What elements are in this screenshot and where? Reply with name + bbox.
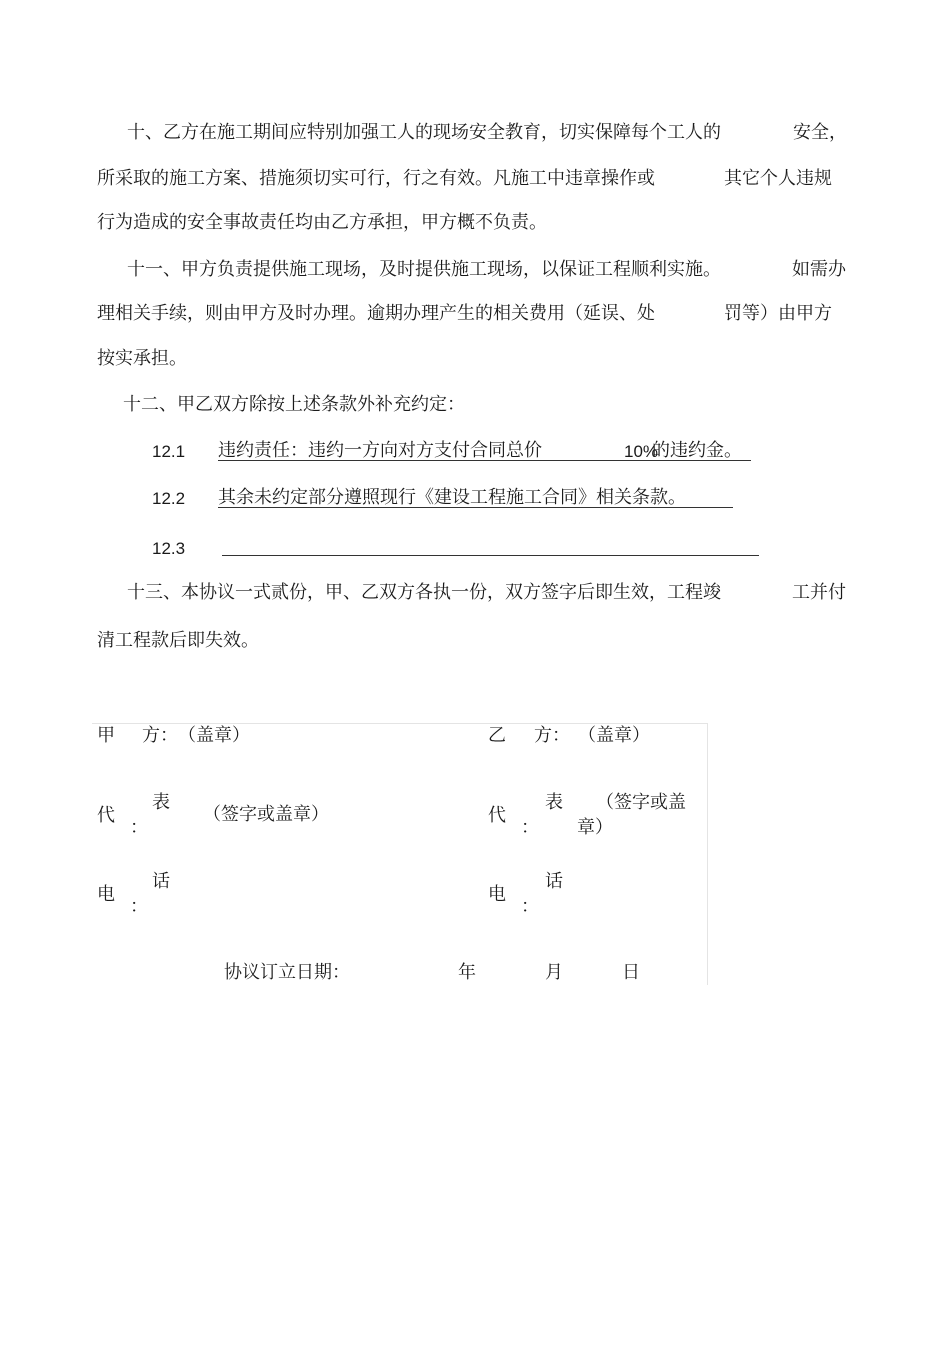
party-a-rep-label-second: 表 [152, 792, 170, 813]
agreement-date-day: 日 [622, 962, 640, 983]
agreement-date-year: 年 [458, 962, 476, 983]
clause-11-line-1b: 如需办 [792, 259, 846, 280]
party-b-seal-note: （盖章） [578, 725, 650, 746]
party-a-seal-note: （盖章） [178, 725, 250, 746]
clause-10-line-2a: 所采取的施工方案、措施须切实可行，行之有效。凡施工中违章操作或 [97, 168, 655, 189]
item-12-1-text-a: 违约责任：违约一方向对方支付合同总价 [218, 440, 542, 461]
item-12-1-underline [218, 460, 751, 461]
item-12-3-number: 12.3 [152, 539, 186, 558]
party-a-rep-colon: ： [130, 817, 148, 838]
party-a-rep-label-first: 代 [97, 805, 115, 826]
party-b-rep-label-second: 表 [545, 792, 563, 813]
party-b-rep-colon: ： [521, 817, 539, 838]
item-12-1-text-b: 的违约金。 [652, 440, 742, 461]
item-12-3-blank-line [222, 555, 759, 556]
item-12-2-number: 12.2 [152, 489, 186, 508]
party-a-tel-colon: ： [130, 896, 148, 917]
party-b-rep-label-first: 代 [488, 805, 506, 826]
signature-table-right-border [707, 723, 708, 985]
party-a-tel-label-first: 电 [97, 884, 115, 905]
party-b-tel-colon: ： [521, 896, 539, 917]
party-b-label-first: 乙 [488, 725, 506, 746]
party-a-label-second: 方： [142, 725, 178, 746]
clause-13-line-1b: 工并付 [792, 582, 846, 603]
clause-13-line-2: 清工程款后即失效。 [97, 630, 259, 651]
party-b-rep-sign-note-2: 章） [577, 817, 613, 838]
agreement-date-month: 月 [545, 962, 563, 983]
clause-10-line-1b: 安全， [793, 122, 847, 143]
clause-11-line-1a: 十一、甲方负责提供施工现场，及时提供施工现场，以保证工程顺利实施。 [127, 259, 721, 280]
clause-12-heading: 十二、甲乙双方除按上述条款外补充约定： [123, 394, 465, 415]
agreement-date-label: 协议订立日期： [224, 962, 350, 983]
clause-10-line-1a: 十、乙方在施工期间应特别加强工人的现场安全教育，切实保障每个工人的 [127, 122, 721, 143]
signature-table-top-border [92, 723, 708, 724]
party-b-label-second: 方： [534, 725, 570, 746]
party-a-label-first: 甲 [97, 725, 115, 746]
party-b-tel-label-second: 话 [545, 871, 563, 892]
item-12-2-underline [218, 507, 733, 508]
clause-13-line-1a: 十三、本协议一式贰份，甲、乙双方各执一份，双方签字后即生效，工程竣 [127, 582, 721, 603]
party-b-tel-label-first: 电 [488, 884, 506, 905]
party-a-rep-sign-note: （签字或盖章） [203, 804, 329, 825]
item-12-1-percent: 10% [624, 442, 659, 461]
item-12-2-text: 其余未约定部分遵照现行《建设工程施工合同》相关条款。 [218, 487, 686, 508]
clause-11-line-2a: 理相关手续，则由甲方及时办理。逾期办理产生的相关费用（延误、处 [97, 303, 655, 324]
clause-10-line-2b: 其它个人违规 [724, 168, 832, 189]
party-b-rep-sign-note-1: （签字或盖 [596, 792, 686, 813]
item-12-1-number: 12.1 [152, 442, 186, 461]
party-a-tel-label-second: 话 [152, 871, 170, 892]
clause-11-line-3: 按实承担。 [97, 348, 187, 369]
clause-10-line-3: 行为造成的安全事故责任均由乙方承担，甲方概不负责。 [97, 212, 547, 233]
clause-11-line-2b: 罚等）由甲方 [724, 303, 832, 324]
